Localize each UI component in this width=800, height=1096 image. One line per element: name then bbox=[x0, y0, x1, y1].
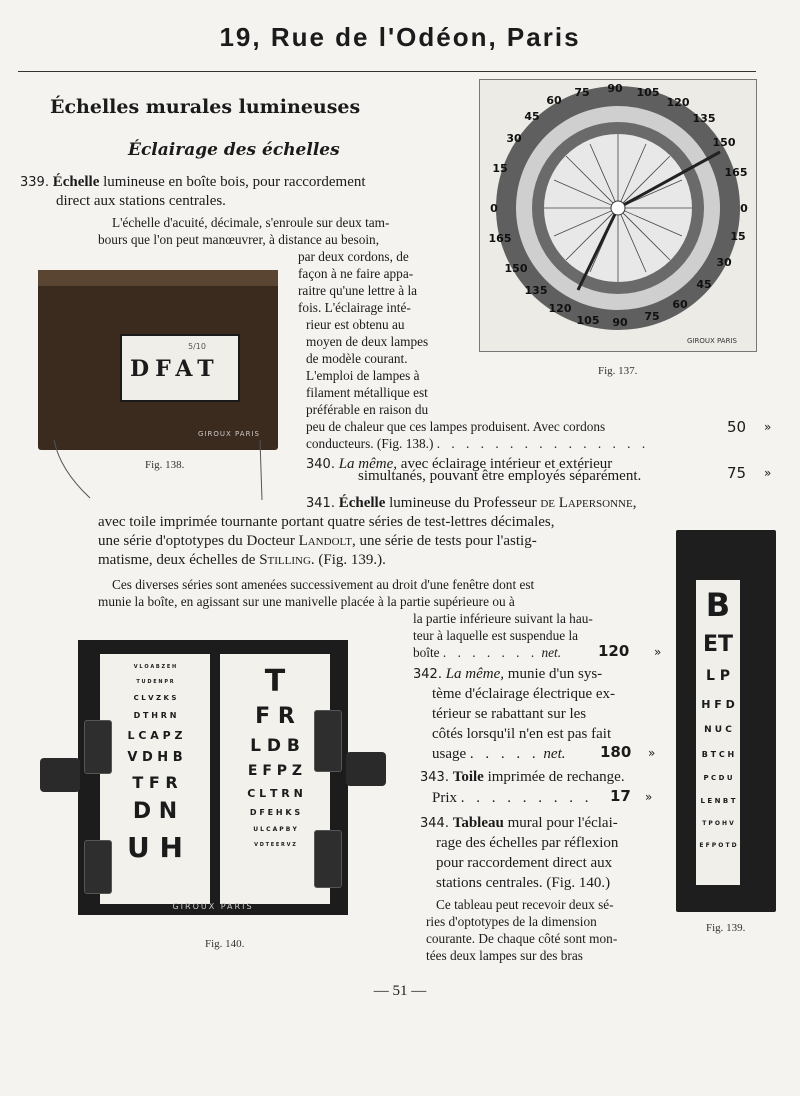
item-339-price: 50 bbox=[727, 418, 747, 436]
item-339-p3: par deux cordons, de bbox=[298, 249, 409, 264]
dial-number: 15 bbox=[730, 230, 746, 243]
leader-dots: . . . . . . . . . . . . . . . bbox=[436, 436, 650, 451]
item-342-unit: » bbox=[648, 746, 656, 760]
lamp-left-bottom bbox=[84, 840, 112, 894]
item-339-p12: préférable en raison du bbox=[306, 402, 429, 417]
maker-mark: GIROUX PARIS bbox=[172, 902, 254, 911]
item-name: La même, bbox=[445, 666, 505, 682]
chart-row: T bbox=[264, 664, 286, 699]
chart-row: L D B bbox=[250, 736, 300, 756]
item-number: 342. bbox=[413, 667, 442, 682]
dial-number: 135 bbox=[692, 112, 716, 125]
fraction-label: 5/10 bbox=[188, 342, 206, 351]
lamp-left-top bbox=[84, 720, 112, 774]
item-text: (Fig. 139.). bbox=[318, 552, 386, 568]
figure-137-dial bbox=[479, 79, 757, 352]
figure-137-caption: Fig. 137. bbox=[598, 365, 638, 377]
left-chart bbox=[100, 654, 210, 904]
chart-row: N U C bbox=[704, 725, 732, 735]
lightbox-window bbox=[120, 334, 240, 402]
item-341-p1: Ces diverses séries sont amenées successivement au droit d'une fenêtre dont est bbox=[112, 577, 535, 592]
dial-number: 90 bbox=[607, 82, 623, 95]
dial-number: 75 bbox=[574, 86, 590, 99]
item-341-unit: » bbox=[654, 645, 662, 659]
chart-window bbox=[696, 580, 740, 885]
dial-number: 165 bbox=[488, 232, 512, 245]
bracket-left bbox=[40, 758, 80, 792]
item-344-p2: ries d'optotypes de la dimension bbox=[426, 914, 597, 929]
item-344-p4: tées deux lampes sur des bras bbox=[426, 948, 583, 963]
dial-number: 150 bbox=[504, 262, 528, 275]
figure-138-caption: Fig. 138. bbox=[145, 459, 185, 471]
item-text: boîte bbox=[413, 645, 440, 660]
item-339-p1: L'échelle d'acuité, décimale, s'enroule sur deux tam- bbox=[112, 215, 390, 230]
chart-row: T P O H V bbox=[702, 820, 734, 827]
chart-row: V D T E E R V Z bbox=[254, 842, 296, 848]
figure-138-lightbox bbox=[38, 270, 278, 450]
leader-dots: . . . . . . . bbox=[442, 645, 539, 660]
dial-number: 90 bbox=[612, 316, 628, 329]
figure-139-column bbox=[676, 530, 776, 912]
dial-number: 120 bbox=[666, 96, 690, 109]
item-342-line4: côtés lorsqu'il n'en est pas fait bbox=[432, 726, 612, 742]
item-343-price: 17 bbox=[610, 787, 631, 805]
item-text: munie d'un sys- bbox=[507, 666, 603, 682]
maker-mark: GIROUX PARIS bbox=[687, 337, 737, 345]
item-341-line2: avec toile imprimée tournante portant quatre séries de test-lettres décimales, bbox=[98, 514, 555, 530]
item-339-p2: bours que l'on peut manœuvrer, à distance au besoin, bbox=[98, 232, 380, 247]
bracket-right bbox=[346, 752, 386, 786]
dial-number: 60 bbox=[672, 298, 688, 311]
chart-row: D T H R N bbox=[133, 711, 177, 720]
item-342-line2: tème d'éclairage électrique ex- bbox=[432, 686, 616, 702]
dial-number: 45 bbox=[696, 278, 712, 291]
item-342-price: 180 bbox=[600, 743, 632, 761]
dial-number: 0 bbox=[490, 202, 498, 215]
item-number: 343. bbox=[420, 770, 449, 785]
dial-number: 60 bbox=[546, 94, 562, 107]
item-339-p8: moyen de deux lampes bbox=[306, 334, 429, 349]
item-text: usage bbox=[432, 746, 467, 762]
item-text: une série d'optotypes du Docteur bbox=[98, 533, 295, 549]
dial-number: 105 bbox=[636, 86, 660, 99]
item-339-line2: direct aux stations centrales. bbox=[56, 193, 226, 209]
chart-row: U L C A P B Y bbox=[253, 826, 297, 833]
chart-row: F R bbox=[255, 704, 295, 729]
dial-number: 120 bbox=[548, 302, 572, 315]
item-name: Échelle bbox=[338, 495, 386, 511]
item-number: 341. bbox=[306, 496, 335, 511]
item-339-p14 bbox=[306, 435, 649, 453]
page-header: 19, Rue de l'Odéon, Paris bbox=[219, 22, 581, 52]
item-344-line2: rage des échelles par réflexion bbox=[436, 835, 619, 851]
dial-number: 30 bbox=[506, 132, 522, 145]
item-343-heading bbox=[420, 768, 625, 787]
item-text: Prix bbox=[432, 790, 458, 806]
chart-row: V D H B bbox=[127, 750, 183, 765]
item-342-line5 bbox=[432, 745, 565, 764]
item-text: lumineuse du Professeur bbox=[389, 495, 537, 511]
chart-row: T U D E N P R bbox=[136, 679, 174, 685]
item-number: 339. bbox=[20, 175, 49, 190]
chart-row: V L O A B Z E H bbox=[133, 664, 177, 670]
lamp-right-top bbox=[314, 710, 342, 772]
chart-row: L E N B T bbox=[700, 797, 736, 805]
chart-row: C L V Z K S bbox=[133, 694, 177, 702]
figure-139-caption: Fig. 139. bbox=[706, 922, 746, 934]
item-339-p5: raitre qu'une lettre à la bbox=[298, 283, 418, 298]
item-text: Stilling. bbox=[259, 552, 315, 568]
dial-number: 0 bbox=[740, 202, 748, 215]
item-342-heading bbox=[413, 665, 602, 684]
item-344-heading bbox=[420, 814, 618, 833]
item-341-p3: la partie inférieure suivant la hau- bbox=[413, 611, 593, 626]
item-341-line4 bbox=[98, 551, 386, 570]
lightbox-top bbox=[38, 270, 278, 286]
item-number: 340. bbox=[306, 457, 335, 472]
chart-row: P C D U bbox=[703, 774, 733, 782]
item-339-heading bbox=[20, 173, 366, 192]
chart-row: E F P Z bbox=[247, 763, 303, 779]
item-text: conducteurs. (Fig. 138.) bbox=[306, 436, 434, 451]
net-label: net. bbox=[543, 746, 566, 762]
item-344-p1: Ce tableau peut recevoir deux sé- bbox=[436, 897, 614, 912]
figure-140-caption: Fig. 140. bbox=[205, 938, 245, 950]
item-text: une série de tests pour l'astig- bbox=[359, 533, 537, 549]
chart-row: L C A P Z bbox=[127, 729, 183, 742]
dial-number: 45 bbox=[524, 110, 540, 123]
item-339-p6: fois. L'éclairage inté- bbox=[298, 300, 411, 315]
figure-140-board bbox=[78, 640, 348, 915]
item-text: Landolt, bbox=[298, 533, 356, 549]
dial-number: 30 bbox=[716, 256, 732, 269]
item-341-p2: munie la boîte, en agissant sur une manivelle placée à la partie supérieure ou à bbox=[98, 594, 515, 609]
item-341-price: 120 bbox=[598, 642, 630, 660]
item-text: lumineuse en boîte bois, pour raccordement bbox=[103, 174, 366, 190]
item-339-unit: » bbox=[764, 420, 772, 434]
chart-row: B T C H bbox=[701, 750, 735, 759]
chart-row: T F R bbox=[132, 773, 178, 792]
chart-row: D N bbox=[132, 799, 178, 824]
item-344-p3: courante. De chaque côté sont mon- bbox=[426, 931, 618, 946]
item-343-line2 bbox=[432, 789, 593, 808]
dial-number: 105 bbox=[576, 314, 600, 327]
header-rule bbox=[18, 71, 756, 72]
page-number: — 51 — bbox=[373, 983, 427, 999]
item-339-p11: filament métallique est bbox=[306, 385, 428, 400]
dial-number: 75 bbox=[644, 310, 660, 323]
item-text: de Lapersonne, bbox=[540, 495, 637, 511]
chart-row: U H bbox=[127, 831, 183, 864]
item-339-p13: peu de chaleur que ces lampes produisent. Avec cordons bbox=[306, 419, 606, 434]
item-number: 344. bbox=[420, 816, 449, 831]
net-label: net. bbox=[541, 645, 562, 660]
item-text: matisme, deux échelles de bbox=[98, 552, 256, 568]
chart-row: L P bbox=[705, 668, 731, 684]
chart-row: B bbox=[705, 586, 731, 624]
dial-number: 135 bbox=[524, 284, 548, 297]
item-text: imprimée de rechange. bbox=[487, 769, 625, 785]
dial-number: 15 bbox=[492, 162, 508, 175]
item-text: avec éclairage intérieur et extérieur bbox=[400, 456, 613, 472]
item-340-price: 75 bbox=[727, 464, 747, 482]
item-340-unit: » bbox=[764, 466, 772, 480]
item-341-heading bbox=[306, 494, 636, 513]
lamp-right-bottom bbox=[314, 830, 342, 888]
item-339-p9: de modèle courant. bbox=[306, 351, 408, 366]
item-341-line3 bbox=[98, 532, 537, 551]
chart-letters: DFAT bbox=[130, 356, 220, 382]
item-341-p4: teur à laquelle est suspendue la bbox=[413, 628, 579, 643]
section-title: Échelles murales lumineuses bbox=[50, 96, 361, 118]
item-name: Échelle bbox=[52, 174, 100, 190]
item-344-line4: stations centrales. (Fig. 140.) bbox=[436, 875, 611, 891]
dial-graphic bbox=[480, 80, 756, 351]
dial-number: 165 bbox=[724, 166, 748, 179]
item-339-p4: façon à ne faire appa- bbox=[298, 266, 414, 281]
chart-row: H F D bbox=[701, 698, 735, 711]
dial-number: 150 bbox=[712, 136, 736, 149]
item-341-p5 bbox=[413, 644, 561, 662]
maker-mark: GIROUX PARIS bbox=[198, 430, 260, 438]
item-340-line2: simultanés, pouvant être employés séparément. bbox=[358, 468, 642, 484]
item-name: Tableau bbox=[452, 815, 504, 831]
item-text: mural pour l'éclai- bbox=[507, 815, 618, 831]
leader-dots: . . . . . bbox=[469, 746, 540, 762]
item-342-line3: térieur se rabattant sur les bbox=[432, 706, 587, 722]
item-name: La même, bbox=[338, 456, 398, 472]
leader-dots: . . . . . . . . . bbox=[460, 790, 593, 806]
item-343-unit: » bbox=[645, 790, 653, 804]
item-344-line3: pour raccordement direct aux bbox=[436, 855, 613, 871]
chart-row: C L T R N bbox=[247, 787, 303, 800]
item-339-p7: rieur est obtenu au bbox=[306, 317, 405, 332]
chart-row: ET bbox=[702, 632, 734, 657]
chart-row: E F P O T D bbox=[699, 842, 737, 849]
chart-row: D F E H K S bbox=[249, 808, 301, 817]
item-339-p10: L'emploi de lampes à bbox=[306, 368, 420, 383]
item-name: Toile bbox=[452, 769, 484, 785]
section-subtitle: Éclairage des échelles bbox=[128, 140, 340, 160]
